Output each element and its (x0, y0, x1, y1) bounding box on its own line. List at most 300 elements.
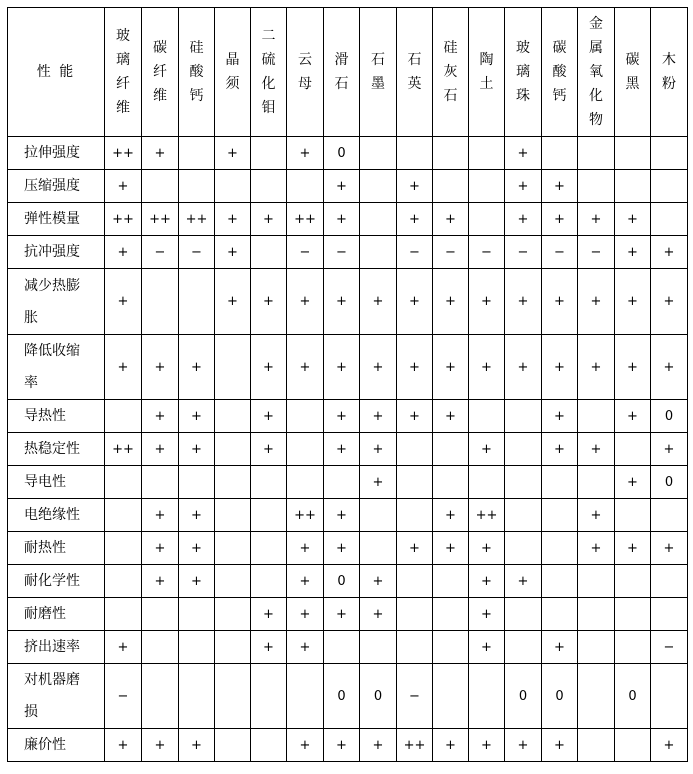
table-cell (578, 170, 615, 203)
column-header-char: 璃 (516, 64, 530, 80)
table-cell (578, 565, 615, 598)
table-cell (324, 631, 360, 664)
table-cell: − (105, 664, 142, 729)
column-header-char: 化 (589, 88, 603, 104)
table-cell: 0 (324, 565, 360, 598)
table-cell: + (651, 269, 688, 335)
column-header-char: 璃 (116, 52, 130, 68)
column-header-char: 钼 (261, 100, 276, 116)
table-cell: + (651, 532, 688, 565)
table-cell: + (179, 335, 215, 400)
column-header-char: 酸 (552, 64, 567, 80)
table-cell: + (251, 433, 287, 466)
table-cell: + (360, 729, 397, 762)
table-cell: ++ (105, 137, 142, 170)
table-cell (651, 137, 688, 170)
table-cell: ++ (105, 433, 142, 466)
table-cell (542, 565, 578, 598)
table-cell: + (433, 203, 469, 236)
column-header-char: 晶 (225, 52, 240, 68)
row-label-line: 降低收缩 (24, 343, 80, 359)
header-row (8, 8, 688, 137)
table-row (8, 400, 688, 433)
table-cell (142, 631, 179, 664)
table-cell: + (433, 729, 469, 762)
column-header (142, 8, 179, 137)
column-header (251, 8, 287, 137)
table-cell (179, 170, 215, 203)
column-header-char: 木 (662, 52, 676, 68)
table-cell: + (542, 170, 578, 203)
table-cell (215, 729, 251, 762)
table-cell (578, 664, 615, 729)
table-cell: + (578, 335, 615, 400)
table-cell (469, 466, 505, 499)
table-cell: + (542, 269, 578, 335)
table-cell (105, 532, 142, 565)
filler-properties-table (7, 7, 688, 762)
table-cell: 0 (542, 664, 578, 729)
column-header-char: 土 (479, 76, 494, 92)
table-cell (615, 433, 651, 466)
row-label-line: 率 (24, 375, 38, 391)
table-cell: + (287, 335, 324, 400)
table-cell: + (397, 532, 433, 565)
table-cell: + (505, 729, 542, 762)
table-cell: − (542, 236, 578, 269)
table-cell: + (397, 203, 433, 236)
table-cell: + (578, 269, 615, 335)
table-cell: + (324, 269, 360, 335)
table-cell: + (542, 631, 578, 664)
table-cell: + (179, 433, 215, 466)
table-cell (179, 598, 215, 631)
table-cell (433, 433, 469, 466)
table-cell (142, 664, 179, 729)
table-cell: − (324, 236, 360, 269)
table-cell: + (324, 532, 360, 565)
column-header-char: 母 (298, 76, 312, 92)
table-cell (360, 532, 397, 565)
column-header (433, 8, 469, 137)
table-cell (251, 565, 287, 598)
table-cell (651, 499, 688, 532)
column-header-char: 滑 (334, 52, 349, 68)
table-cell (179, 137, 215, 170)
table-cell: + (578, 203, 615, 236)
column-header-char: 石 (334, 76, 349, 92)
table-cell: + (433, 532, 469, 565)
table-cell: + (324, 170, 360, 203)
column-header-char: 化 (261, 76, 276, 92)
table-cell: + (469, 565, 505, 598)
table-cell: + (615, 466, 651, 499)
table-cell: 0 (505, 664, 542, 729)
table-cell: + (251, 598, 287, 631)
table-cell (433, 598, 469, 631)
column-header (324, 8, 360, 137)
table-cell: + (615, 203, 651, 236)
table-cell (615, 137, 651, 170)
table-cell (651, 565, 688, 598)
column-header-char: 英 (407, 76, 422, 92)
table-cell (287, 433, 324, 466)
table-cell: + (469, 335, 505, 400)
table-row (8, 631, 688, 664)
table-cell: + (142, 532, 179, 565)
table-cell (651, 598, 688, 631)
table-cell: + (469, 433, 505, 466)
table-cell: + (105, 729, 142, 762)
table-cell: + (651, 335, 688, 400)
table-cell: + (251, 335, 287, 400)
table-cell (360, 170, 397, 203)
table-cell (615, 598, 651, 631)
table-cell (397, 499, 433, 532)
table-cell: + (360, 433, 397, 466)
column-header (469, 8, 505, 137)
table-cell: + (287, 269, 324, 335)
table-body (8, 137, 688, 762)
column-header-char: 黑 (625, 76, 640, 92)
table-cell (360, 137, 397, 170)
table-cell (505, 631, 542, 664)
table-cell: + (542, 203, 578, 236)
table-cell (215, 400, 251, 433)
column-header-char: 珠 (516, 88, 530, 104)
table-row (8, 137, 688, 170)
table-cell: + (505, 565, 542, 598)
table-cell: ++ (397, 729, 433, 762)
table-cell: + (324, 335, 360, 400)
table-cell (215, 631, 251, 664)
table-cell (615, 170, 651, 203)
column-header (542, 8, 578, 137)
table-cell: − (142, 236, 179, 269)
column-header-char: 碳 (625, 52, 640, 68)
table-cell (142, 598, 179, 631)
table-cell: + (287, 532, 324, 565)
table-cell (324, 466, 360, 499)
table-row (8, 565, 688, 598)
column-header-char: 墨 (371, 76, 385, 92)
table-cell: + (469, 729, 505, 762)
table-cell (105, 598, 142, 631)
table-cell: ++ (287, 499, 324, 532)
table-cell (287, 466, 324, 499)
row-label: 抗冲强度 (8, 236, 105, 269)
row-label-line: 损 (24, 704, 38, 720)
table-cell (105, 565, 142, 598)
table-cell (360, 203, 397, 236)
table-cell (397, 598, 433, 631)
table-cell (433, 137, 469, 170)
table-cell: + (360, 565, 397, 598)
table-row (8, 466, 688, 499)
row-label: 压缩强度 (8, 170, 105, 203)
table-cell: + (651, 236, 688, 269)
column-header-char: 钙 (189, 88, 204, 104)
table-cell: + (324, 400, 360, 433)
table-cell: + (251, 203, 287, 236)
table-cell: + (324, 433, 360, 466)
table-cell (142, 170, 179, 203)
table-cell: + (469, 598, 505, 631)
table-cell (433, 631, 469, 664)
table-cell (505, 466, 542, 499)
column-header (615, 8, 651, 137)
column-header-char: 二 (261, 28, 276, 44)
table-cell (397, 433, 433, 466)
table-cell: + (105, 631, 142, 664)
column-header-char: 石 (407, 52, 422, 68)
column-header-char: 钙 (552, 88, 567, 104)
table-cell (105, 400, 142, 433)
table-cell (360, 236, 397, 269)
table-cell: 0 (324, 137, 360, 170)
column-header-char: 纤 (153, 64, 167, 80)
table-cell: + (469, 269, 505, 335)
table-cell: + (542, 729, 578, 762)
table-cell (397, 466, 433, 499)
table-cell: + (179, 499, 215, 532)
row-label: 导电性 (8, 466, 105, 499)
column-header-char: 陶 (479, 52, 494, 68)
table-cell: + (142, 499, 179, 532)
table-cell: ++ (469, 499, 505, 532)
table-cell (360, 499, 397, 532)
table-cell (469, 400, 505, 433)
table-cell (251, 532, 287, 565)
row-label: 热稳定性 (8, 433, 105, 466)
column-header-char: 氧 (589, 64, 603, 80)
table-cell: + (215, 236, 251, 269)
column-header-char: 须 (225, 76, 240, 92)
row-label: 电绝缘性 (8, 499, 105, 532)
table-cell: + (651, 729, 688, 762)
table-cell: + (505, 335, 542, 400)
table-cell (142, 269, 179, 335)
table-cell: + (615, 269, 651, 335)
table-cell (397, 631, 433, 664)
table-row (8, 236, 688, 269)
table-cell: + (615, 335, 651, 400)
table-cell (542, 466, 578, 499)
table-cell (179, 631, 215, 664)
column-header-char: 硅 (189, 40, 204, 56)
table-cell: + (179, 532, 215, 565)
table-cell: + (215, 137, 251, 170)
table-cell: + (215, 269, 251, 335)
table-cell: + (324, 729, 360, 762)
table-cell (433, 565, 469, 598)
column-header-char: 碳 (552, 40, 567, 56)
table-cell (251, 466, 287, 499)
table-cell (251, 499, 287, 532)
table-cell: 0 (615, 664, 651, 729)
table-cell (651, 203, 688, 236)
table-cell: 0 (651, 400, 688, 433)
table-cell: + (142, 137, 179, 170)
table-cell (578, 466, 615, 499)
table-cell (105, 466, 142, 499)
row-label: 拉伸强度 (8, 137, 105, 170)
column-header-char: 纤 (116, 76, 130, 92)
table-cell (251, 236, 287, 269)
table-cell (215, 466, 251, 499)
table-cell: + (433, 400, 469, 433)
table-cell: + (142, 729, 179, 762)
column-header-char: 粉 (662, 76, 676, 92)
column-header (578, 8, 615, 137)
table-cell: + (179, 565, 215, 598)
table-cell (469, 203, 505, 236)
table-cell (179, 269, 215, 335)
table-cell (542, 598, 578, 631)
row-label: 廉价性 (8, 729, 105, 762)
row-label (8, 664, 105, 729)
table-cell: − (433, 236, 469, 269)
table-cell: ++ (179, 203, 215, 236)
table-cell (505, 400, 542, 433)
table-cell: + (360, 335, 397, 400)
table-cell: + (287, 565, 324, 598)
table-cell: + (287, 137, 324, 170)
table-row (8, 532, 688, 565)
table-cell: ++ (142, 203, 179, 236)
table-cell (578, 729, 615, 762)
table-cell (215, 433, 251, 466)
table-cell: + (251, 269, 287, 335)
table-cell: + (360, 400, 397, 433)
table-cell (215, 335, 251, 400)
table-cell: + (505, 269, 542, 335)
table-cell (105, 499, 142, 532)
row-label: 导热性 (8, 400, 105, 433)
table-cell: + (105, 269, 142, 335)
table-cell: + (142, 565, 179, 598)
table-cell (578, 137, 615, 170)
table-row (8, 335, 688, 400)
table-row (8, 170, 688, 203)
table-cell (251, 170, 287, 203)
table-row (8, 729, 688, 762)
table-cell: + (433, 335, 469, 400)
column-header (360, 8, 397, 137)
row-label (8, 269, 105, 335)
table-cell: + (505, 137, 542, 170)
column-header (397, 8, 433, 137)
table-cell: + (578, 532, 615, 565)
table-cell (251, 137, 287, 170)
table-cell: + (578, 499, 615, 532)
column-header-char: 石 (371, 52, 385, 68)
table-cell: + (324, 203, 360, 236)
table-cell (542, 499, 578, 532)
table-cell: + (251, 400, 287, 433)
table-cell (615, 631, 651, 664)
table-cell (542, 532, 578, 565)
table-row (8, 203, 688, 236)
table-cell: ++ (287, 203, 324, 236)
table-cell: + (287, 598, 324, 631)
table-cell (433, 664, 469, 729)
row-label-line: 减少热膨 (24, 277, 80, 294)
table-cell: + (142, 433, 179, 466)
table-cell: + (397, 400, 433, 433)
table-cell (433, 466, 469, 499)
table-cell: + (505, 203, 542, 236)
table-cell (615, 565, 651, 598)
table-cell (287, 170, 324, 203)
table-cell (287, 400, 324, 433)
column-header-char: 玻 (116, 28, 130, 44)
table-cell: + (360, 598, 397, 631)
table-cell (251, 729, 287, 762)
table-cell (651, 664, 688, 729)
table-cell: + (105, 170, 142, 203)
column-header (505, 8, 542, 137)
column-header-char: 灰 (443, 64, 458, 80)
table-cell: + (469, 532, 505, 565)
table-row (8, 499, 688, 532)
column-header-char: 玻 (516, 40, 530, 56)
table-cell: + (287, 729, 324, 762)
table-cell (215, 664, 251, 729)
property-header: 性 能 (8, 8, 105, 137)
table-cell (287, 664, 324, 729)
table-cell: + (615, 400, 651, 433)
table-cell: + (397, 269, 433, 335)
table-cell: + (542, 335, 578, 400)
table-row (8, 664, 688, 729)
table-cell: − (578, 236, 615, 269)
column-header (651, 8, 688, 137)
column-header-char: 硫 (261, 52, 276, 68)
table-cell (433, 170, 469, 203)
table-cell (505, 532, 542, 565)
table-cell (397, 565, 433, 598)
table-cell: ++ (105, 203, 142, 236)
column-header-char: 酸 (189, 64, 204, 80)
table-cell: − (397, 236, 433, 269)
table-cell: + (142, 400, 179, 433)
table-cell (542, 137, 578, 170)
row-label: 耐化学性 (8, 565, 105, 598)
table-cell (505, 499, 542, 532)
table-cell (615, 729, 651, 762)
column-header (215, 8, 251, 137)
row-label (8, 335, 105, 400)
table-row (8, 433, 688, 466)
table-cell (469, 137, 505, 170)
table-cell (215, 598, 251, 631)
table-cell: 0 (324, 664, 360, 729)
table-cell: + (179, 729, 215, 762)
table-cell: − (287, 236, 324, 269)
table-cell (578, 631, 615, 664)
row-label: 耐磨性 (8, 598, 105, 631)
row-label-line: 对机器磨 (24, 672, 80, 688)
table-cell (578, 598, 615, 631)
column-header-char: 属 (589, 40, 603, 56)
table-cell (215, 499, 251, 532)
table-cell (469, 664, 505, 729)
table-cell: + (505, 170, 542, 203)
table-cell (578, 400, 615, 433)
table-cell (215, 565, 251, 598)
table-cell: + (397, 335, 433, 400)
